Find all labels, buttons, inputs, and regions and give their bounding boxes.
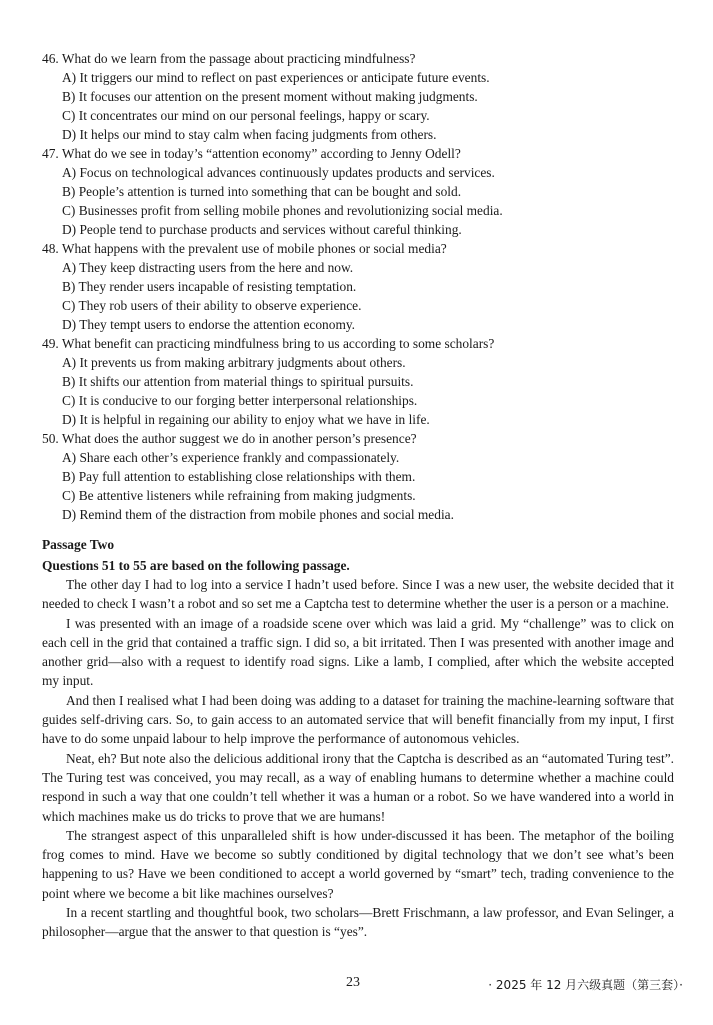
question-list xyxy=(42,49,682,524)
question-stem: 46. What do we learn from the passage about practicing mindfulness? xyxy=(42,51,416,66)
option-b: B) It focuses our attention on the present moment without making judgments. xyxy=(62,89,478,104)
question-48 xyxy=(42,239,682,334)
passage-paragraph: The other day I had to log into a service I hadn’t used before. Since I was a new user, the website decided that it needed to check I wasn’t a robot and so set me a Captcha test to determine whether the user is a person or a machine. xyxy=(42,577,674,612)
question-stem: 48. What happens with the prevalent use of mobile phones or social media? xyxy=(42,241,447,256)
question-46 xyxy=(42,49,682,144)
question-stem: 47. What do we see in today’s “attention economy” according to Jenny Odell? xyxy=(42,146,461,161)
page-number: 23 xyxy=(346,975,360,990)
option-a: A) It triggers our mind to reflect on past experiences or anticipate future events. xyxy=(62,70,490,85)
option-b: B) People’s attention is turned into something that can be bought and sold. xyxy=(62,184,462,199)
question-stem: 50. What does the author suggest we do in another person’s presence? xyxy=(42,431,417,446)
question-50 xyxy=(42,429,682,524)
option-a: A) It prevents us from making arbitrary judgments about others. xyxy=(62,355,406,370)
question-stem: 49. What benefit can practicing mindfulness bring to us according to some scholars? xyxy=(42,336,495,351)
passage-title: Passage Two xyxy=(42,537,115,552)
option-b: B) Pay full attention to establishing close relationships with them. xyxy=(62,469,416,484)
passage-paragraph: The strangest aspect of this unparalleled shift is how under-discussed it has been. The metaphor of the boiling frog comes to mind. Have we become so subtly conditioned by digital technology that we don’t see what’s been happening to us? Have we been conditioned to accept a world governed by “smart” tech, trading convenience to the point where we become a bit like machines ourselves? xyxy=(42,827,674,901)
option-c: C) It is conducive to our forging better interpersonal relationships. xyxy=(62,393,418,408)
question-49 xyxy=(42,334,682,429)
passage-two xyxy=(42,535,674,942)
option-d: D) People tend to purchase products and services without careful thinking. xyxy=(62,222,462,237)
option-c: C) Businesses profit from selling mobile phones and revolutionizing social media. xyxy=(62,203,503,218)
option-d: D) They tempt users to endorse the attention economy. xyxy=(62,317,356,332)
passage-instructions: Questions 51 to 55 are based on the following passage. xyxy=(42,558,350,573)
option-c: C) It concentrates our mind on our personal feelings, happy or scary. xyxy=(62,108,430,123)
passage-paragraph: I was presented with an image of a roadside scene over which was laid a grid. My “challenge” was to click on each cell in the grid that contained a traffic sign. I did so, a bit irritated. Then I was presented with another image and another grid—also with a request to identify road signs. Like a lamb, I complied, after which the website accepted my input. xyxy=(42,615,674,689)
option-a: A) They keep distracting users from the here and now. xyxy=(62,260,354,275)
option-c: C) They rob users of their ability to observe experience. xyxy=(62,298,362,313)
option-d: D) Remind them of the distraction from mobile phones and social media. xyxy=(62,507,454,522)
option-b: B) They render users incapable of resisting temptation. xyxy=(62,279,357,294)
option-a: A) Share each other’s experience frankly and compassionately. xyxy=(62,450,400,465)
passage-paragraph: Neat, eh? But note also the delicious additional irony that the Captcha is described as an “automated Turing test”. The Turing test was conceived, you may recall, as a way of enabling humans to determine whether a machine could respond in such a way that one couldn’t tell whether it was a human or a robot. So we have wandered into a world in which machines make us do tricks to prove that we are humans! xyxy=(42,750,674,824)
option-c: C) Be attentive listeners while refraining from making judgments. xyxy=(62,488,416,503)
option-a: A) Focus on technological advances continuously updates products and services. xyxy=(62,165,495,180)
option-d: D) It helps our mind to stay calm when facing judgments from others. xyxy=(62,127,437,142)
option-d: D) It is helpful in regaining our ability to enjoy what we have in life. xyxy=(62,412,430,427)
question-47 xyxy=(42,144,682,239)
exam-series-label: · 2025 年 12 月六级真题（第三套）· xyxy=(488,978,683,992)
passage-paragraph: In a recent startling and thoughtful book, two scholars—Brett Frischmann, a law professor, and Evan Selinger, a philosopher—argue that the answer to that question is “yes”. xyxy=(42,905,674,940)
option-b: B) It shifts our attention from material things to spiritual pursuits. xyxy=(62,374,414,389)
passage-paragraph: And then I realised what I had been doing was adding to a dataset for training the machine-learning software that guides self-driving cars. So, to gain access to an automated service that will benefit financially from my input, I first have to do some unpaid labour to help improve the performance of autonomous vehicles. xyxy=(42,692,674,747)
